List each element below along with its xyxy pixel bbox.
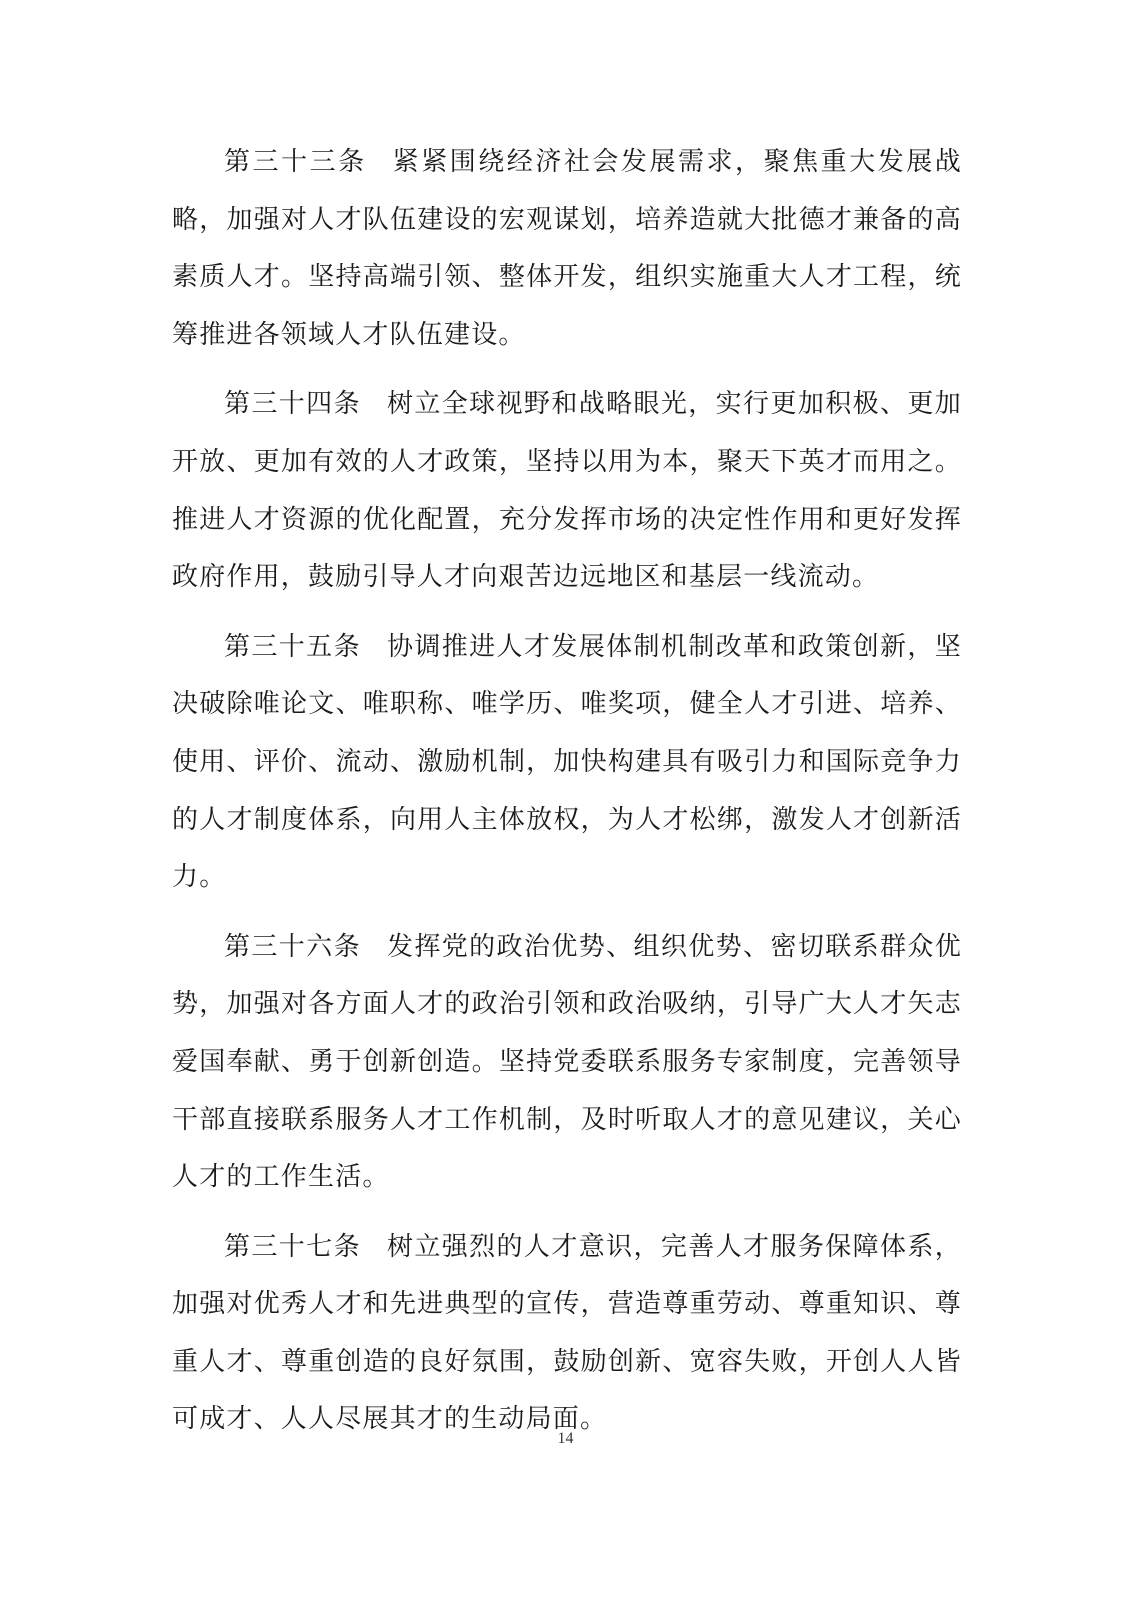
page-number: 14 <box>557 1430 574 1447</box>
article-text: 发挥党的政治优势、组织优势、密切联系群众优势，加强对各方面人才的政治引领和政治吸纳，引导广大人才矢志爱国奉献、勇于创新创造。坚持党委联系服务专家制度，完善领导干部直接联系服务人才工作机制，及时听取人才的意见建议，关心人才的工作生活。 <box>172 931 962 1193</box>
article-text: 树立全球视野和战略眼光，实行更加积极、更加开放、更加有效的人才政策，坚持以用为本，聚天下英才而用之。推进人才资源的优化配置，充分发挥市场的决定性作用和更好发挥政府作用，鼓励引导人才向艰苦边远地区和基层一线流动。 <box>172 389 962 593</box>
article-33 <box>172 134 962 364</box>
article-number: 第三十七条 <box>224 1231 361 1262</box>
article-37 <box>172 1219 962 1449</box>
article-text: 紧紧围绕经济社会发展需求，聚焦重大发展战略，加强对人才队伍建设的宏观谋划，培养造就大批德才兼备的高素质人才。坚持高端引领、整体开发，组织实施重大人才工程，统筹推进各领域人才队伍建设。 <box>172 147 962 350</box>
article-text: 树立强烈的人才意识，完善人才服务保障体系，加强对优秀人才和先进典型的宣传，营造尊重劳动、尊重知识、尊重人才、尊重创造的良好氛围，鼓励创新、宽容失败，开创人人皆可成才、人人尽展其才的生动局面。 <box>172 1231 962 1435</box>
article-number: 第三十四条 <box>224 389 361 420</box>
article-34 <box>172 376 962 606</box>
article-text: 协调推进人才发展体制机制改革和政策创新，坚决破除唯论文、唯职称、唯学历、唯奖项，健全人才引进、培养、使用、评价、流动、激励机制，加快构建具有吸引力和国际竞争力的人才制度体系，向用人主体放权，为人才松绑，激发人才创新活力。 <box>172 631 962 893</box>
article-35 <box>172 619 962 907</box>
article-number: 第三十五条 <box>224 631 361 662</box>
article-number: 第三十三条 <box>224 147 367 177</box>
article-36 <box>172 919 962 1207</box>
document-body <box>172 134 962 1461</box>
article-number: 第三十六条 <box>224 931 361 962</box>
